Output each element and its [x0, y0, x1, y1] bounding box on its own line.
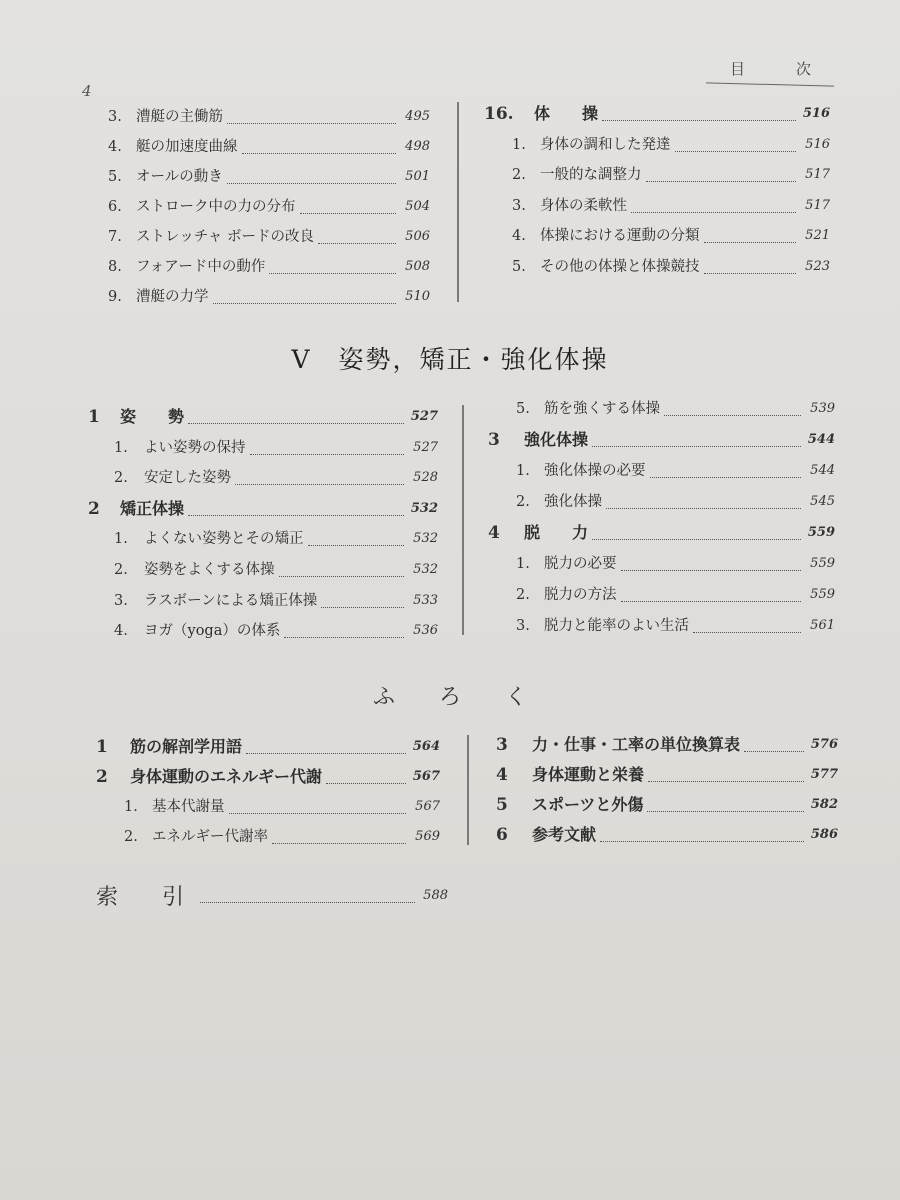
entry-title: 力・仕事・工率の単位換算表	[532, 735, 741, 754]
appendix-title: ふ ろ く	[372, 685, 527, 710]
entry-title: 筋を強くする体操	[544, 401, 660, 417]
toc-entry[interactable]	[108, 225, 430, 249]
entry-title: 脱力の必要	[544, 556, 617, 572]
toc-entry[interactable]	[114, 527, 438, 551]
entry-page-number: 504	[405, 199, 430, 214]
entry-title: 一般的な調整力	[540, 167, 642, 183]
entry-title: 脱力と能率のよい生活	[544, 618, 689, 634]
entry-page-number: 498	[405, 139, 430, 154]
toc-entry[interactable]	[108, 255, 430, 279]
entry-number: 4	[496, 765, 508, 785]
leader-dots	[704, 229, 797, 243]
entry-title: 体 操	[534, 104, 599, 123]
leader-dots	[602, 107, 796, 121]
entry-page-number: 582	[810, 797, 838, 812]
entry-number: 1	[88, 407, 100, 427]
entry-title: ストレッチャ ボードの改良	[136, 229, 315, 245]
toc-section-entry[interactable]	[88, 405, 438, 429]
entry-number: 5.	[512, 258, 526, 275]
leader-dots	[675, 138, 797, 152]
toc-entry[interactable]	[114, 589, 438, 613]
entry-page-number: 517	[805, 197, 830, 213]
running-header: 目 次	[730, 60, 830, 78]
toc-entry[interactable]	[108, 195, 430, 219]
entry-page-number: 521	[805, 228, 830, 243]
entry-page-number: 508	[405, 259, 430, 274]
index-label: 索 引	[96, 884, 185, 910]
toc-entry[interactable]	[516, 490, 835, 514]
entry-title: ラスボーンによる矯正体操	[144, 592, 318, 609]
entry-title: 身体運動と栄養	[532, 765, 645, 784]
entry-number: 5.	[516, 401, 530, 417]
entry-page-number: 544	[807, 432, 835, 447]
toc-entry[interactable]	[516, 397, 835, 421]
leader-dots	[664, 402, 801, 416]
index-page: 588	[423, 887, 448, 903]
entry-page-number: 569	[415, 829, 440, 844]
entry-number: 9.	[108, 289, 122, 305]
toc-entry[interactable]	[516, 583, 835, 607]
leader-dots	[693, 619, 801, 633]
leader-dots	[606, 495, 801, 509]
entry-number: 1.	[516, 463, 530, 479]
entry-number: 2	[88, 498, 100, 519]
column-divider	[457, 102, 459, 302]
entry-title: よい姿勢の保持	[144, 439, 246, 456]
entry-number: 16.	[484, 104, 514, 124]
entry-title: 強化体操の必要	[544, 463, 646, 479]
entry-page-number: 561	[810, 618, 835, 633]
entry-number: 4.	[114, 623, 128, 640]
leader-dots	[592, 526, 801, 540]
entry-page-number: 506	[405, 229, 430, 244]
entry-page-number: 533	[413, 592, 438, 608]
entry-number: 8.	[108, 259, 122, 275]
entry-title: 矯正体操	[120, 498, 185, 518]
entry-page-number: 559	[807, 525, 835, 540]
entry-title: 体操における運動の分類	[540, 228, 700, 244]
toc-entry[interactable]	[516, 614, 835, 638]
toc-entry[interactable]	[512, 133, 830, 157]
entry-number: 5.	[108, 169, 122, 185]
entry-page-number: 567	[412, 769, 440, 784]
entry-title: 強化体操	[544, 494, 602, 510]
toc-section-entry[interactable]	[496, 823, 838, 847]
toc-entry[interactable]	[108, 135, 430, 159]
entry-title: 漕艇の主働筋	[136, 109, 223, 125]
entry-title: 安定した姿勢	[144, 470, 231, 487]
leader-dots	[213, 290, 397, 304]
entry-title: エネルギー代謝率	[152, 829, 268, 845]
entry-page-number: 527	[413, 439, 438, 455]
leader-dots	[269, 260, 396, 274]
leader-dots	[744, 738, 804, 752]
toc-entry[interactable]	[108, 285, 430, 309]
entry-number: 3.	[516, 618, 530, 634]
page-number: 4	[82, 82, 92, 100]
entry-page-number: 567	[415, 799, 440, 814]
entry-number: 3.	[114, 592, 128, 609]
toc-section-entry[interactable]	[488, 428, 835, 452]
toc-entry[interactable]	[108, 105, 430, 129]
entry-number: 2	[96, 767, 108, 787]
entry-title: 身体運動のエネルギー代謝	[130, 767, 323, 786]
toc-entry[interactable]	[114, 558, 438, 582]
entry-title: 筋の解剖学用語	[130, 737, 243, 756]
entry-page-number: 586	[810, 827, 838, 842]
toc-entry[interactable]	[108, 165, 430, 189]
entry-number: 1.	[114, 531, 128, 548]
leader-dots	[321, 594, 404, 608]
entry-page-number: 576	[810, 737, 838, 752]
toc-section-entry[interactable]	[96, 735, 440, 759]
entry-title: 参考文献	[532, 825, 597, 844]
entry-page-number: 516	[805, 136, 830, 152]
toc-entry[interactable]	[512, 224, 830, 248]
column-divider	[462, 405, 464, 635]
leader-dots	[621, 557, 802, 571]
leader-dots	[235, 471, 404, 485]
leader-dots	[647, 798, 804, 812]
toc-entry[interactable]	[516, 552, 835, 576]
entry-number: 3	[496, 735, 508, 755]
entry-number: 1.	[114, 439, 128, 456]
leader-dots	[284, 624, 404, 638]
toc-entry[interactable]	[124, 825, 440, 849]
entry-page-number: 523	[805, 258, 830, 274]
leader-dots	[704, 260, 797, 274]
toc-section-entry[interactable]	[496, 763, 838, 787]
entry-number: 4.	[512, 228, 526, 244]
entry-page-number: 510	[405, 289, 430, 304]
entry-number: 2.	[516, 587, 530, 603]
leader-dots	[600, 828, 804, 842]
leader-dots	[246, 740, 406, 754]
toc-section-entry[interactable]	[96, 765, 440, 789]
entry-page-number: 539	[810, 401, 835, 416]
leader-dots	[300, 200, 397, 214]
entry-title: 身体の調和した発達	[540, 136, 671, 153]
header-rule	[706, 82, 834, 86]
entry-number: 2.	[124, 829, 138, 845]
entry-title: 身体の柔軟性	[540, 197, 627, 214]
entry-number: 1.	[516, 556, 530, 572]
entry-page-number: 495	[405, 109, 430, 124]
entry-number: 3	[488, 430, 500, 450]
leader-dots	[229, 800, 407, 814]
leader-dots	[318, 230, 396, 244]
toc-entry[interactable]	[512, 194, 830, 218]
entry-number: 1.	[512, 136, 526, 153]
entry-number: 7.	[108, 229, 122, 245]
entry-page-number: 527	[410, 409, 438, 424]
entry-number: 6.	[108, 199, 122, 215]
entry-number: 6	[496, 825, 508, 845]
entry-page-number: 532	[413, 531, 438, 547]
entry-title: その他の体操と体操競技	[540, 258, 700, 275]
column-divider	[467, 735, 469, 845]
entry-number: 3.	[108, 109, 122, 125]
leader-dots	[646, 168, 797, 182]
entry-page-number: 544	[810, 463, 835, 478]
entry-number: 5	[496, 795, 508, 815]
toc-entry[interactable]	[512, 163, 830, 187]
leader-dots	[650, 464, 802, 478]
entry-title: 脱 力	[524, 523, 589, 542]
entry-number: 3.	[512, 197, 526, 214]
entry-number: 2.	[512, 167, 526, 183]
toc-section-entry[interactable]	[496, 793, 838, 817]
leader-dots	[621, 588, 802, 602]
entry-title: 脱力の方法	[544, 587, 617, 603]
entry-title: ストローク中の力の分布	[136, 199, 296, 215]
entry-page-number: 516	[802, 106, 830, 121]
entry-page-number: 532	[410, 500, 438, 516]
entry-page-number: 532	[413, 562, 438, 577]
entry-title: 基本代謝量	[152, 799, 225, 815]
entry-page-number: 559	[810, 587, 835, 602]
entry-title: 姿勢をよくする体操	[144, 562, 275, 578]
entry-title: 漕艇の力学	[136, 289, 209, 305]
entry-title: 艇の加速度曲線	[136, 139, 238, 155]
entry-title: スポーツと外傷	[532, 795, 644, 814]
leader-dots	[188, 502, 404, 516]
leader-dots	[188, 410, 404, 424]
toc-section-entry[interactable]	[488, 521, 835, 545]
entry-page-number: 536	[413, 623, 438, 639]
toc-entry[interactable]	[124, 795, 440, 819]
entry-title: 強化体操	[524, 430, 589, 449]
entry-page-number: 501	[405, 169, 430, 184]
toc-entry[interactable]	[516, 459, 835, 483]
part-title: V 姿勢，矯正・強化体操	[291, 345, 609, 374]
leader-dots	[200, 888, 415, 903]
entry-number: 1	[96, 737, 108, 757]
leader-dots	[648, 768, 804, 782]
entry-number: 1.	[124, 799, 138, 815]
entry-page-number: 577	[810, 767, 838, 782]
toc-section-entry[interactable]	[496, 733, 838, 757]
leader-dots	[242, 140, 397, 154]
entry-number: 4	[488, 523, 500, 543]
entry-page-number: 559	[810, 556, 835, 571]
entry-number: 2.	[114, 562, 128, 578]
toc-section-entry[interactable]	[88, 497, 438, 521]
entry-title: よくない姿勢とその矯正	[144, 531, 304, 548]
entry-number: 4.	[108, 139, 122, 155]
entry-page-number: 564	[412, 739, 440, 754]
toc-entry[interactable]	[114, 619, 438, 643]
toc-entry[interactable]	[114, 466, 438, 490]
entry-title: フォアード中の動作	[136, 259, 266, 275]
leader-dots	[250, 441, 405, 455]
entry-title: ヨガ（yoga）の体系	[144, 623, 281, 640]
leader-dots	[279, 563, 405, 577]
toc-index-entry[interactable]	[96, 880, 448, 910]
leader-dots	[272, 830, 406, 844]
leader-dots	[308, 532, 405, 546]
entry-number: 2.	[516, 494, 530, 510]
toc-section-entry[interactable]	[484, 102, 830, 126]
leader-dots	[227, 170, 396, 184]
leader-dots	[326, 770, 406, 784]
entry-page-number: 545	[810, 494, 835, 509]
entry-page-number: 517	[805, 167, 830, 182]
entry-number: 2.	[114, 470, 128, 487]
leader-dots	[631, 199, 796, 213]
entry-title: 姿 勢	[120, 407, 185, 426]
leader-dots	[592, 433, 801, 447]
toc-entry[interactable]	[512, 255, 830, 279]
entry-page-number: 528	[413, 470, 438, 486]
toc-entry[interactable]	[114, 436, 438, 460]
leader-dots	[227, 110, 396, 124]
entry-title: オールの動き	[136, 169, 223, 185]
